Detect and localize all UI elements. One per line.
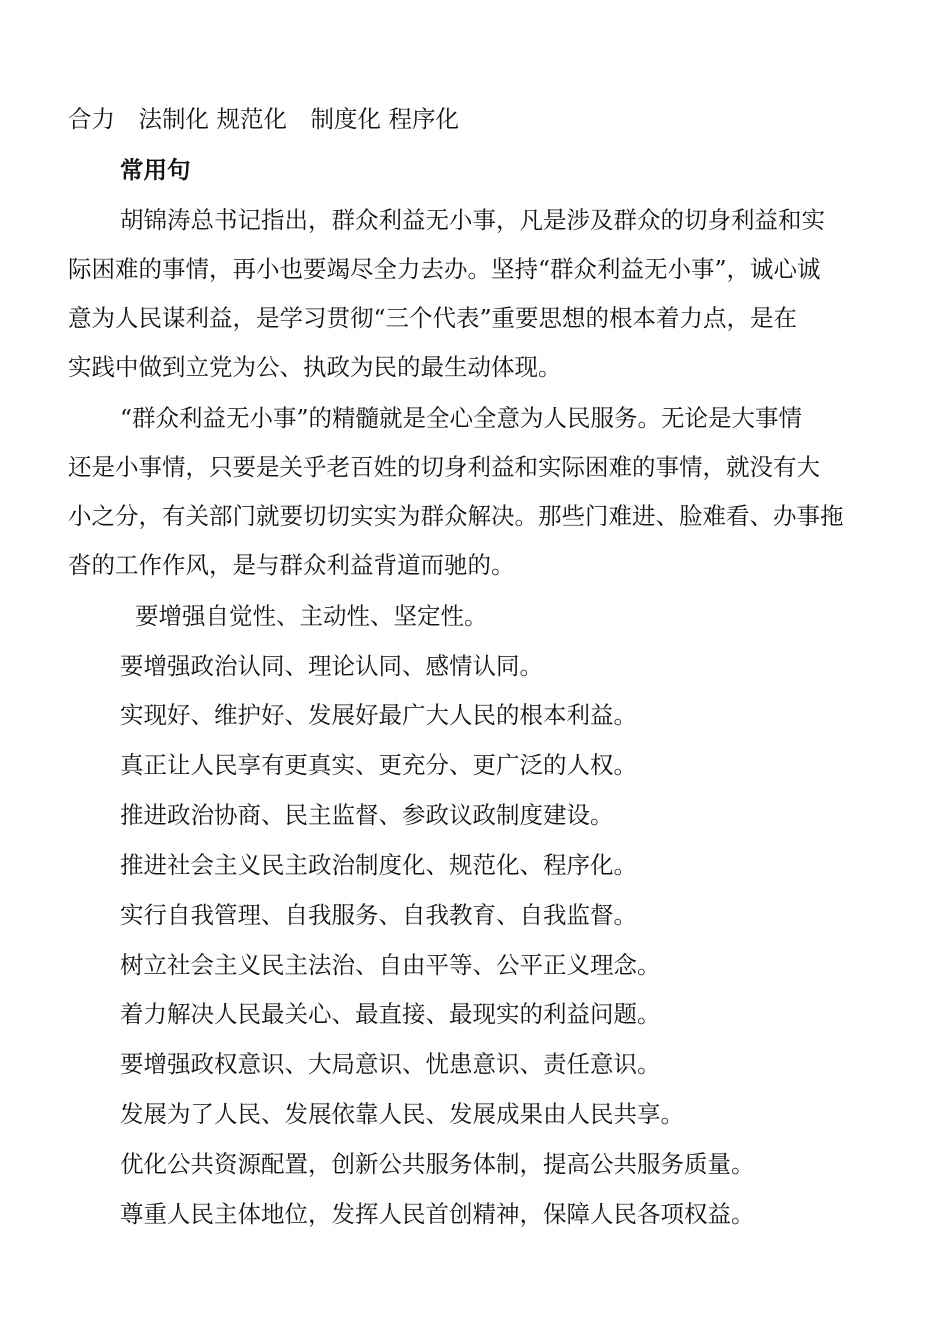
paragraph1-line: 意为人民谋利益，是学习贯彻“三个代表”重要思想的根本着力点，是在 xyxy=(68,304,798,332)
keywords-line: 合力 法制化 规范化 制度化 程序化 xyxy=(68,105,459,133)
sentence-item: 推进政治协商、民主监督、参政议政制度建设。 xyxy=(120,801,614,829)
sentence-item: 优化公共资源配置，创新公共服务体制，提高公共服务质量。 xyxy=(120,1150,755,1178)
sentence-item: 发展为了人民、发展依靠人民、发展成果由人民共享。 xyxy=(120,1100,684,1128)
sentence-item: 真正让人民享有更真实、更充分、更广泛的人权。 xyxy=(120,751,637,779)
paragraph2-line: 沓的工作作风，是与群众利益背道而驰的。 xyxy=(68,551,515,579)
section-heading: 常用句 xyxy=(120,156,191,184)
sentence-item: 树立社会主义民主法治、自由平等、公平正义理念。 xyxy=(120,951,661,979)
sentence-item: 推进社会主义民主政治制度化、规范化、程序化。 xyxy=(120,851,637,879)
paragraph2-line: 小之分，有关部门就要切切实实为群众解决。那些门难进、脸难看、办事拖 xyxy=(68,502,844,530)
sentence-item: 要增强政权意识、大局意识、忧患意识、责任意识。 xyxy=(120,1050,661,1078)
sentence-item: 要增强自觉性、主动性、坚定性。 xyxy=(135,602,488,630)
sentence-item: 要增强政治认同、理论认同、感情认同。 xyxy=(120,652,543,680)
sentence-item: 尊重人民主体地位，发挥人民首创精神，保障人民各项权益。 xyxy=(120,1200,755,1228)
sentence-item: 着力解决人民最关心、最直接、最现实的利益问题。 xyxy=(120,1000,661,1028)
paragraph2-line: 还是小事情，只要是关乎老百姓的切身利益和实际困难的事情，就没有大 xyxy=(68,453,820,481)
paragraph1-line: 实践中做到立党为公、执政为民的最生动体现。 xyxy=(68,353,562,381)
paragraph1-line: 胡锦涛总书记指出，群众利益无小事，凡是涉及群众的切身利益和实 xyxy=(120,206,825,234)
sentence-item: 实现好、维护好、发展好最广大人民的根本利益。 xyxy=(120,701,637,729)
sentence-item: 实行自我管理、自我服务、自我教育、自我监督。 xyxy=(120,901,637,929)
paragraph1-line: 际困难的事情，再小也要竭尽全力去办。坚持“群众利益无小事”，诚心诚 xyxy=(68,255,821,283)
paragraph2-line: “群众利益无小事”的精髓就是全心全意为人民服务。无论是大事情 xyxy=(120,404,803,432)
